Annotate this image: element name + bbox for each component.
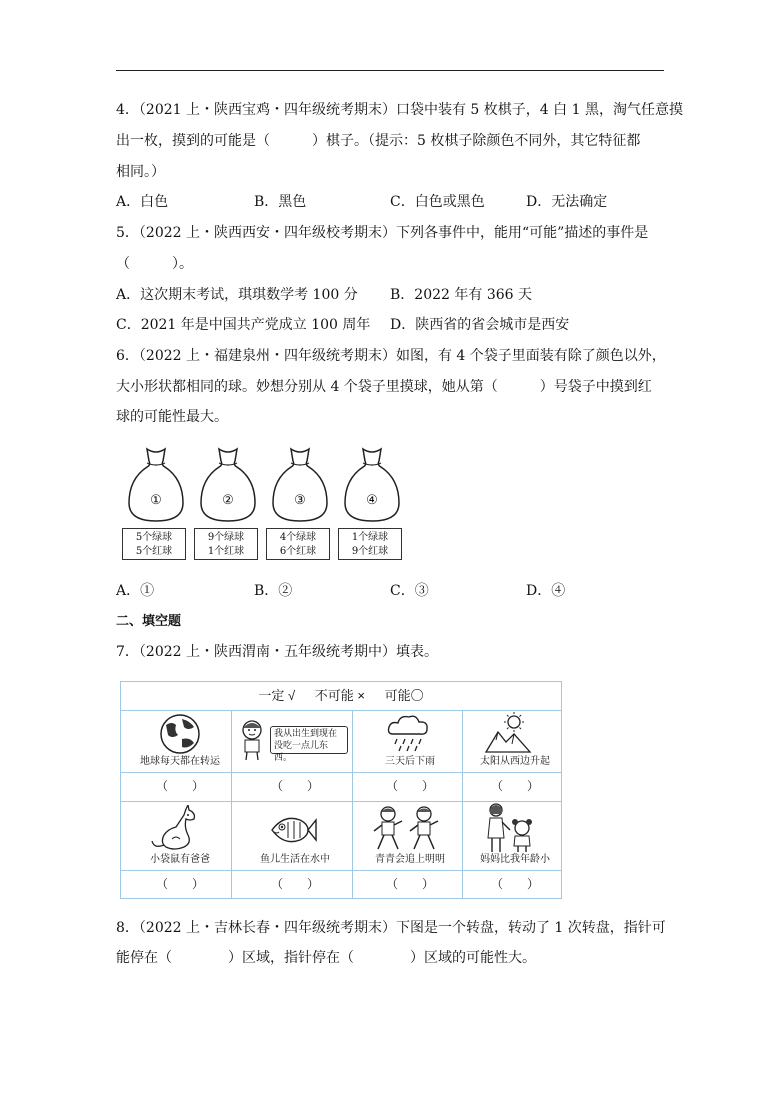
bag-4-icon (341, 445, 403, 523)
q4-option-a: A．白色 (116, 194, 169, 210)
caption-sun-west: 太阳从西边升起 (480, 756, 550, 767)
q6-text-line2: 大小形状都相同的球。妙想分别从 4 个袋子里摸球，她从第（ ）号袋子中摸到红 (116, 379, 652, 395)
q6-text-line3: 球的可能性最大。 (116, 409, 228, 425)
answer-blank-1[interactable]: （ ） (155, 779, 204, 793)
bag-4 (341, 445, 403, 523)
q4-text-line3: 相同。） (116, 164, 165, 180)
bag-3-green: 4个绿球 (279, 532, 317, 543)
bag-1-number: ① (150, 493, 162, 508)
bag-2-red: 1个红球 (207, 546, 245, 557)
sunrise-mountain-icon (484, 712, 532, 754)
q5-text-line2: （ ）。 (116, 256, 193, 272)
bag-1 (125, 445, 187, 523)
answer-blank-3[interactable]: （ ） (385, 779, 434, 793)
bag-2-contents (194, 528, 258, 560)
speech-bubble: 我从出生到现在没吃一点儿东西。 (270, 726, 348, 754)
caption-fish: 鱼儿生活在水中 (260, 854, 330, 865)
q5-text-line1: 5．（2022 上・陕西西安・四年级校考期末）下列各事件中，能用“可能”描述的事件是 (116, 225, 649, 241)
caption-earth: 地球每天都在转运 (140, 756, 220, 767)
answer-blank-8[interactable]: （ ） (490, 877, 539, 891)
fish-icon (268, 812, 318, 848)
bag-2-green: 9个绿球 (207, 532, 245, 543)
bag-1-green: 5个绿球 (135, 532, 173, 543)
kangaroo-icon (150, 805, 202, 853)
table-divider (121, 710, 561, 711)
bag-3-contents (266, 528, 330, 560)
q5-option-a: A．这次期末考试，琪琪数学考 100 分 (116, 287, 358, 303)
section-title: 二、填空题 (116, 614, 182, 629)
mother-daughter-icon (482, 802, 538, 854)
header-rule (116, 70, 664, 71)
bag-2-icon (197, 445, 259, 523)
caption-kangaroo: 小袋鼠有爸爸 (150, 854, 210, 865)
bag-3 (269, 445, 331, 523)
q5-option-b: B．2022 年有 366 天 (390, 287, 532, 303)
q5-option-d: D．陕西省的省会城市是西安 (390, 317, 570, 333)
legend-possible: 可能〇 (384, 688, 424, 703)
q6-option-a: A．① (116, 583, 155, 599)
bag-3-icon (269, 445, 331, 523)
q4-option-b: B．黑色 (254, 194, 307, 210)
bag-1-red: 5个红球 (135, 546, 173, 557)
table-divider (121, 772, 561, 773)
bag-4-red: 9个红球 (351, 546, 389, 557)
bag-4-green: 1个绿球 (351, 532, 389, 543)
q8-text-line2: 能停在（ ）区域，指针停在（ ）区域的可能性大。 (116, 950, 536, 966)
rain-cloud-icon (385, 712, 431, 754)
q4-text-line1: 4．（2021 上・陕西宝鸡・四年级统考期末）口袋中装有 5 枚棋子，4 白 1 黑，淘气任意摸 (116, 102, 683, 118)
q4-text-line2: 出一枚，摸到的可能是（ ）棋子。（提示：5 枚棋子除颜色不同外，其它特征都 (116, 133, 641, 149)
table-legend (121, 682, 561, 710)
q6-text-line1: 6．（2022 上・福建泉州・四年级统考期末）如图，有 4 个袋子里面装有除了颜色以外， (116, 348, 666, 364)
q5-option-c: C．2021 年是中国共产党成立 100 周年 (116, 317, 371, 333)
q6-option-d: D．④ (526, 583, 566, 599)
table-divider (352, 710, 353, 898)
bag-2-number: ② (222, 493, 234, 508)
bag-4-number: ④ (366, 493, 378, 508)
answer-blank-5[interactable]: （ ） (155, 877, 204, 891)
bag-3-red: 6个红球 (279, 546, 317, 557)
bag-3-number: ③ (294, 493, 306, 508)
answer-blank-2[interactable]: （ ） (270, 779, 319, 793)
bag-1-icon (125, 445, 187, 523)
q6-option-b: B．② (254, 583, 293, 599)
q7-text-line1: 7．（2022 上・陕西渭南・五年级统考期中）填表。 (116, 644, 438, 660)
q4-option-d: D．无法确定 (526, 194, 608, 210)
q6-option-c: C．③ (390, 583, 429, 599)
legend-impossible: 不可能 × (314, 688, 365, 703)
caption-running: 青青会追上明明 (375, 854, 445, 865)
bag-2 (197, 445, 259, 523)
caption-rain: 三天后下雨 (385, 756, 435, 767)
bag-4-contents (338, 528, 402, 560)
answer-blank-4[interactable]: （ ） (490, 779, 539, 793)
answer-blank-6[interactable]: （ ） (270, 877, 319, 891)
q8-text-line1: 8．（2022 上・吉林长春・四年级统考期末）下图是一个转盘，转动了 1 次转盘，指针可 (116, 920, 666, 936)
answer-blank-7[interactable]: （ ） (385, 877, 434, 891)
legend-certain: 一定 √ (258, 688, 296, 703)
bag-1-contents (122, 528, 186, 560)
caption-mother-age: 妈妈比我年龄小 (480, 854, 550, 865)
q4-option-c: C．白色或黑色 (390, 194, 485, 210)
running-children-icon (370, 805, 446, 853)
table-divider (462, 710, 463, 898)
earth-icon (158, 713, 202, 755)
child-icon (236, 718, 268, 762)
table-divider (121, 870, 561, 871)
table-divider (231, 710, 232, 898)
